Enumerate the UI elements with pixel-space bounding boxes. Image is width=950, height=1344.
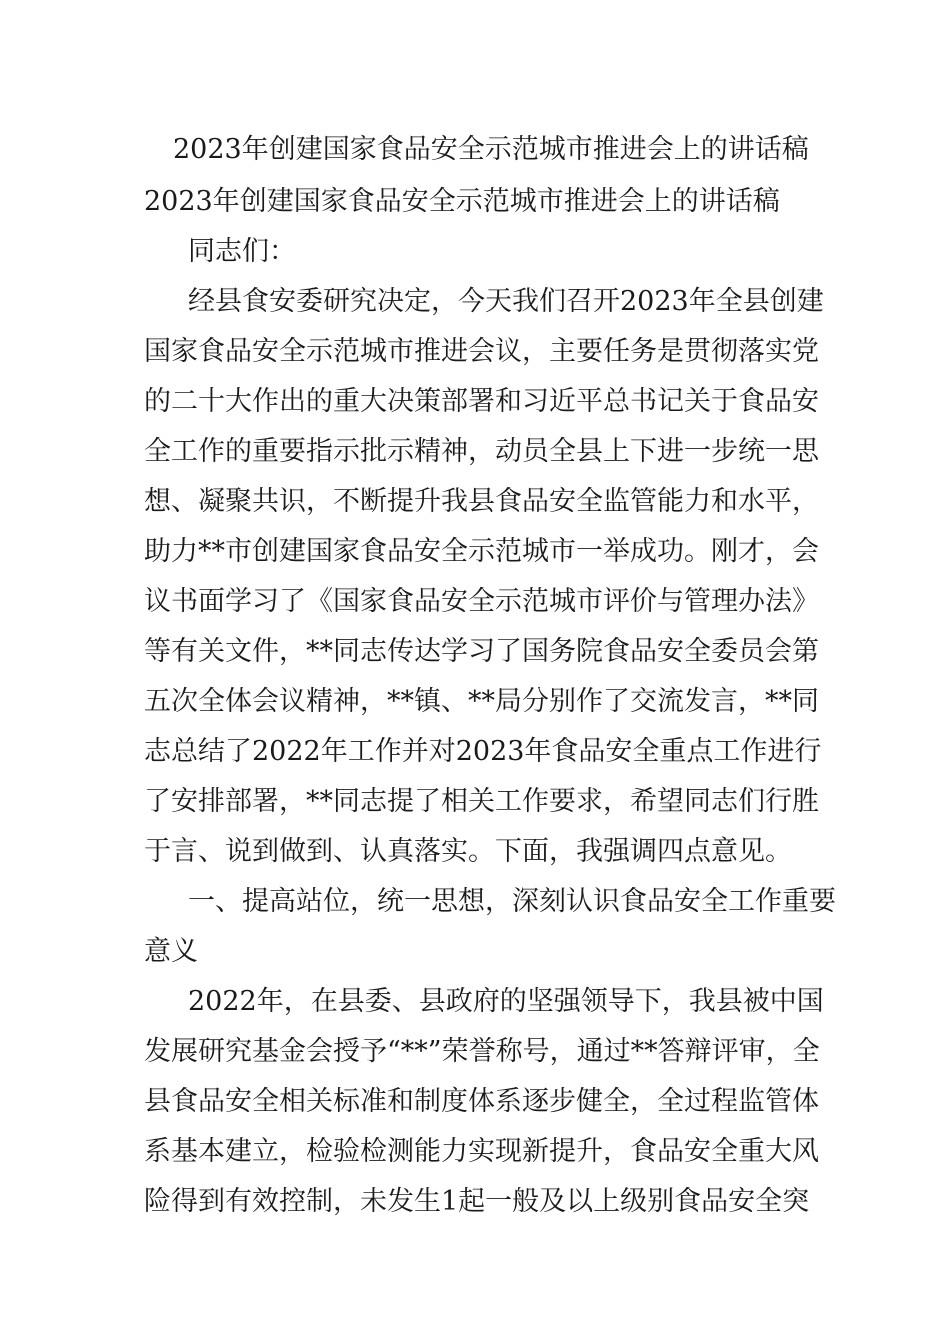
paragraph-line: 议书面学习了《国家食品安全示范城市评价与管理办法》 [144,586,819,617]
paragraph-line: 县食品安全相关标准和制度体系逐步健全，全过程监管体 [144,1086,819,1117]
paragraph-line: 助力**市创建国家食品安全示范城市一举成功。刚才，会 [144,536,819,567]
paragraph-line: 全工作的重要指示批示精神，动员全县上下进一步统一思 [144,436,819,467]
paragraph-line: 五次全体会议精神，**镇、**局分别作了交流发言，**同 [144,686,819,717]
paragraph-line: 于言、说到做到、认真落实。下面，我强调四点意见。 [144,836,792,867]
paragraph-line: 系基本建立，检验检测能力实现新提升，食品安全重大风 [144,1136,819,1167]
paragraph-line: 国家食品安全示范城市推进会议，主要任务是贯彻落实党 [144,336,819,367]
paragraph-line: 了安排部署，**同志提了相关工作要求，希望同志们行胜 [144,786,819,817]
section-heading-line: 意义 [144,936,198,967]
paragraph-line: 志总结了2022年工作并对2023年食品安全重点工作进行 [144,736,822,767]
document-title-centered: 2023年创建国家食品安全示范城市推进会上的讲话稿 [173,134,809,165]
paragraph-line: 2022年，在县委、县政府的坚强领导下，我县被中国 [188,986,824,1017]
document-title-left: 2023年创建国家食品安全示范城市推进会上的讲话稿 [144,186,780,217]
paragraph-line: 想、凝聚共识，不断提升我县食品安全监管能力和水平， [144,486,819,517]
section-heading-line: 一、提高站位，统一思想，深刻认识食品安全工作重要 [188,886,836,917]
paragraph-line: 的二十大作出的重大决策部署和习近平总书记关于食品安 [144,386,819,417]
paragraph-line: 发展研究基金会授予“**”荣誉称号，通过**答辩评审，全 [144,1036,820,1067]
paragraph-line: 险得到有效控制，未发生1起一般及以上级别食品安全突 [144,1186,810,1217]
paragraph-line: 等有关文件，**同志传达学习了国务院食品安全委员会第 [144,636,819,667]
salutation: 同志们： [188,236,296,267]
paragraph-line: 经县食安委研究决定，今天我们召开2023年全县创建 [188,286,824,317]
